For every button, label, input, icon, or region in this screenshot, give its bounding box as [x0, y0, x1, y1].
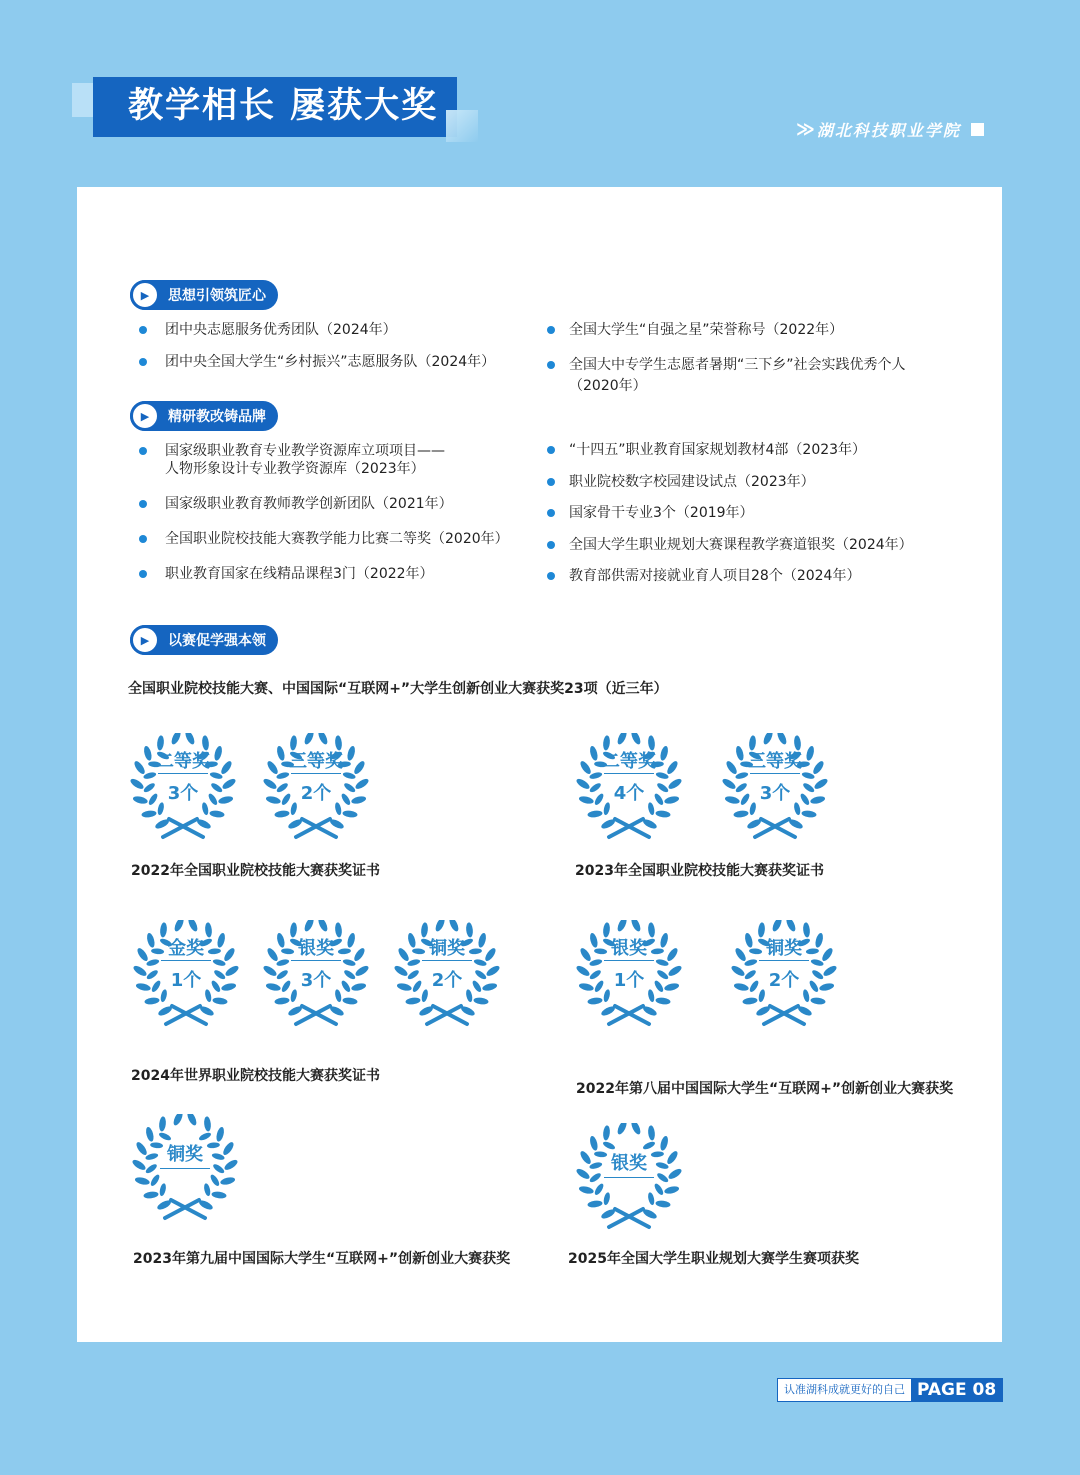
- page-footer: [777, 1378, 1003, 1402]
- list-item: 全国大学生职业规划大赛课程教学赛道银奖（2024年）: [569, 537, 913, 553]
- list-item: 团中央志愿服务优秀团队（2024年）: [165, 322, 397, 338]
- bullet-icon: [547, 361, 555, 369]
- award-caption: 2023年全国职业院校技能大赛获奖证书: [575, 863, 824, 879]
- section-heading-2: [130, 401, 278, 431]
- list-item: 全国大中专学生志愿者暑期“三下乡”社会实践优秀个人: [569, 357, 906, 373]
- section-heading-3: [130, 625, 278, 655]
- section-label: 精研教改铸品牌: [168, 409, 266, 425]
- list-item: 职业教育国家在线精品课程3门（2022年）: [165, 566, 434, 582]
- list-item: 团中央全国大学生“乡村振兴”志愿服务队（2024年）: [165, 354, 496, 370]
- list-item: 国家级职业教育教师教学创新团队（2021年）: [165, 496, 453, 512]
- list-item-continued: （2020年）: [569, 378, 647, 394]
- award-wreath: 银奖: [574, 1123, 684, 1235]
- section-label: 思想引领筑匠心: [168, 288, 266, 304]
- school-name: 湖北科技职业学院: [816, 120, 961, 140]
- list-item: 国家级职业教育专业教学资源库立项项目——: [165, 443, 445, 459]
- bullet-icon: [547, 478, 555, 486]
- award-caption: 2025年全国大学生职业规划大赛学生赛项获奖: [568, 1251, 859, 1267]
- section-heading-1: [130, 280, 278, 310]
- footer-slogan: 认准湖科成就更好的自己: [784, 1383, 905, 1396]
- award-wreath: 铜奖 2个: [729, 920, 839, 1032]
- bullet-icon: [139, 326, 147, 334]
- school-logo: [796, 117, 984, 141]
- square-icon: [971, 123, 984, 136]
- list-item: 职业院校数字校园建设试点（2023年）: [569, 474, 815, 490]
- bullet-icon: [139, 570, 147, 578]
- award-caption: 2022年全国职业院校技能大赛获奖证书: [131, 863, 380, 879]
- play-arrow-icon: ▶: [130, 280, 160, 310]
- award-wreath: 银奖 3个: [261, 920, 371, 1032]
- award-caption: 2024年世界职业院校技能大赛获奖证书: [131, 1068, 380, 1084]
- double-chevron-icon: ≫: [796, 118, 811, 140]
- award-wreath: 二等奖 4个: [574, 733, 684, 845]
- award-wreath: 三等奖 3个: [720, 733, 830, 845]
- award-wreath: 铜奖 2个: [392, 920, 502, 1032]
- bullet-icon: [139, 535, 147, 543]
- page-title: 教学相长 屡获大奖: [128, 86, 439, 126]
- bullet-icon: [547, 541, 555, 549]
- bullet-icon: [547, 446, 555, 454]
- award-wreath: 铜奖: [130, 1114, 240, 1226]
- list-item-continued: 人物形象设计专业教学资源库（2023年）: [165, 461, 425, 477]
- bullet-icon: [547, 572, 555, 580]
- bullet-icon: [547, 326, 555, 334]
- award-wreath: 三等奖 2个: [261, 733, 371, 845]
- award-caption: 2023年第九届中国国际大学生“互联网+”创新创业大赛获奖: [133, 1251, 511, 1267]
- page-number: PAGE 08: [911, 1379, 1002, 1401]
- bullet-icon: [139, 500, 147, 508]
- list-item: 教育部供需对接就业育人项目28个（2024年）: [569, 568, 861, 584]
- awards-intro: 全国职业院校技能大赛、中国国际“互联网+”大学生创新创业大赛获奖23项（近三年）: [128, 681, 668, 697]
- award-wreath: 二等奖 3个: [128, 733, 238, 845]
- play-arrow-icon: ▶: [130, 401, 160, 431]
- section-label: 以赛促学强本领: [168, 633, 266, 649]
- list-item: “十四五”职业教育国家规划教材4部（2023年）: [569, 442, 867, 458]
- list-item: 全国大学生“自强之星”荣誉称号（2022年）: [569, 322, 844, 338]
- award-wreath: 银奖 1个: [574, 920, 684, 1032]
- award-wreath: 金奖 1个: [131, 920, 241, 1032]
- bullet-icon: [547, 509, 555, 517]
- list-item: 国家骨干专业3个（2019年）: [569, 505, 754, 521]
- award-caption: 2022年第八届中国国际大学生“互联网+”创新创业大赛获奖: [576, 1081, 954, 1097]
- bullet-icon: [139, 447, 147, 455]
- play-arrow-icon: ▶: [130, 625, 160, 655]
- bullet-icon: [139, 358, 147, 366]
- header-decoration-gradient: [446, 110, 478, 142]
- list-item: 全国职业院校技能大赛教学能力比赛二等奖（2020年）: [165, 531, 509, 547]
